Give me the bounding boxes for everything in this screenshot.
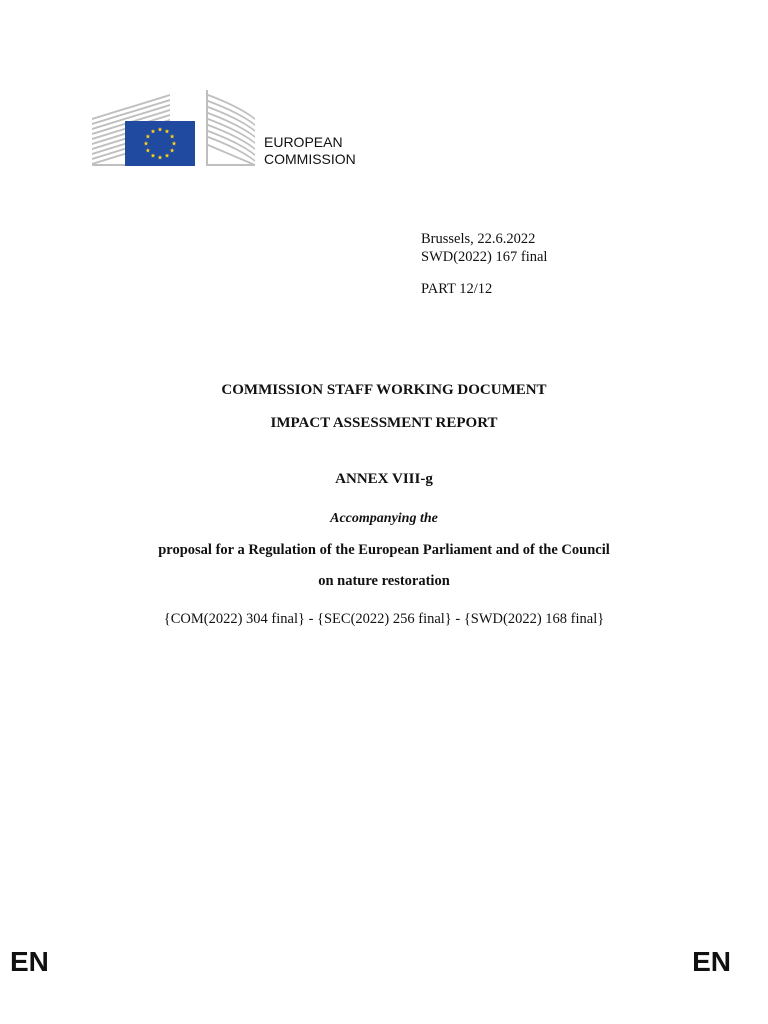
related-references: {COM(2022) 304 final} - {SEC(2022) 256 final} - {SWD(2022) 168 final} [163,611,605,627]
eu-flag-icon [125,121,195,166]
language-code-right: EN [692,946,731,977]
accompanying-text: Accompanying the [330,511,438,526]
european-commission-logo [90,88,260,170]
org-name-line1: EUROPEAN [264,134,343,150]
organisation-name [264,134,356,168]
document-type: COMMISSION STAFF WORKING DOCUMENT [221,382,547,398]
proposal-title: proposal for a Regulation of the European Parliament and of the Council [158,542,610,558]
document-meta [421,230,547,298]
language-code-left: EN [10,946,49,977]
document-reference: SWD(2022) 167 final [421,249,548,265]
place-date: Brussels, 22.6.2022 [421,231,536,247]
document-part: PART 12/12 [421,281,493,297]
annex-title: ANNEX VIII-g [335,471,433,487]
org-name-line2: COMMISSION [264,151,356,167]
proposal-subject: on nature restoration [318,573,450,589]
report-title: IMPACT ASSESSMENT REPORT [270,415,498,431]
